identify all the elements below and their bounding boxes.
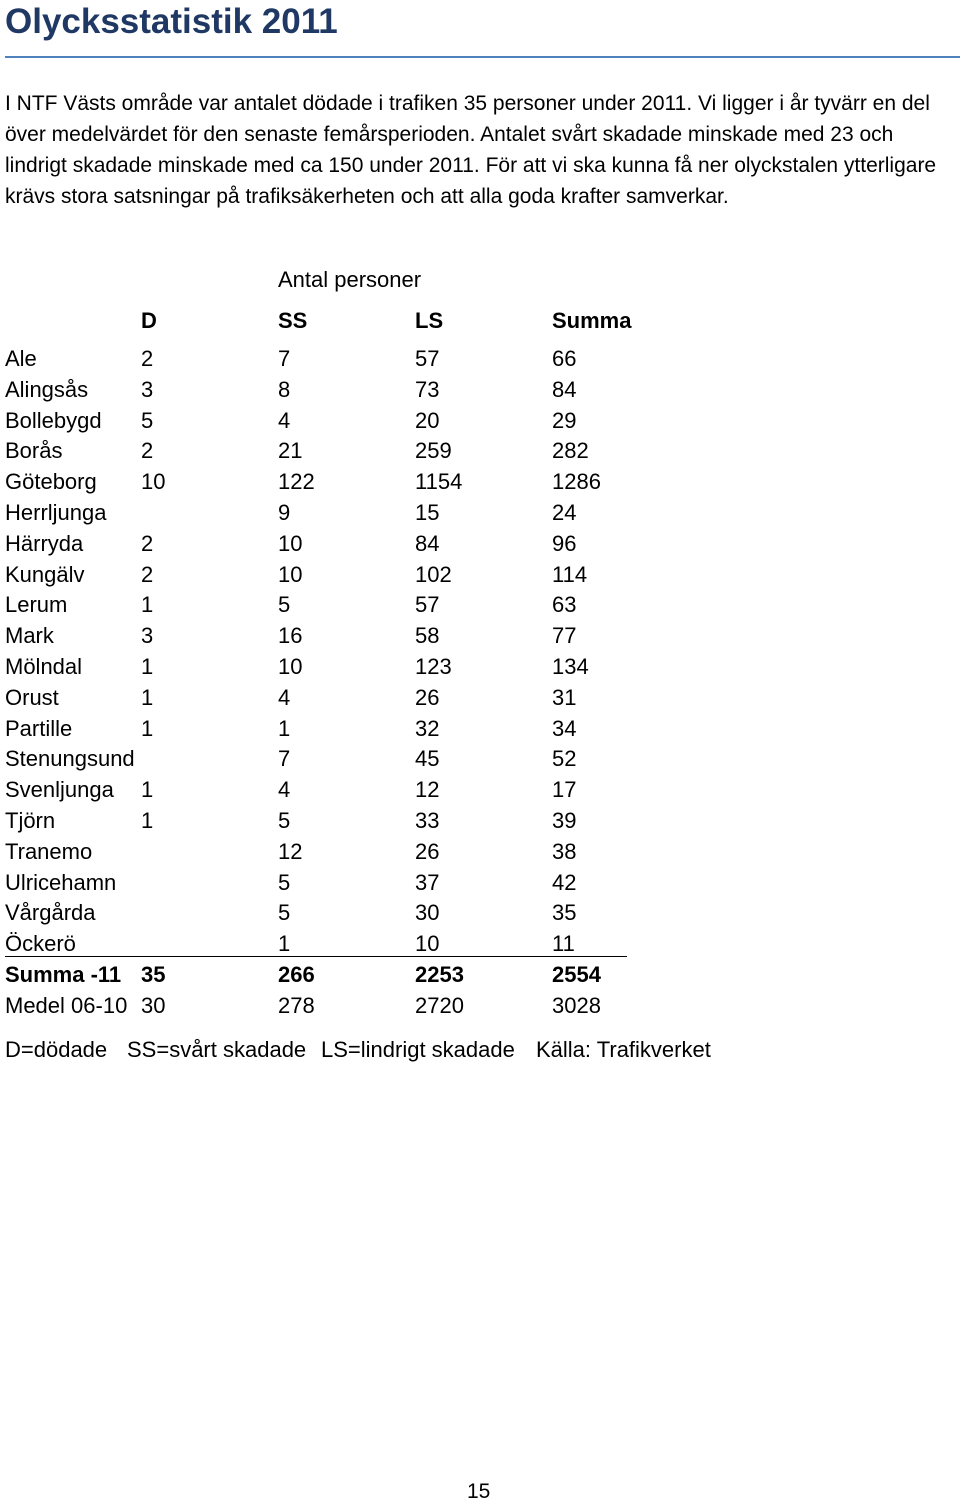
cell-name: Alingsås <box>5 377 89 402</box>
table-row <box>0 683 700 714</box>
cell-name: Medel 06-10 <box>5 993 128 1018</box>
cell-summa: 11 <box>552 931 575 956</box>
cell-name: Vårgårda <box>5 900 96 925</box>
cell-ls: 102 <box>415 562 452 587</box>
table-row <box>0 898 700 929</box>
cell-name: Mark <box>5 623 54 648</box>
cell-name: Göteborg <box>5 469 97 494</box>
cell-name: Partille <box>5 716 73 741</box>
cell-ss: 278 <box>278 993 315 1018</box>
cell-summa: 38 <box>552 839 577 864</box>
cell-ss: 10 <box>278 562 303 587</box>
cell-ls: 73 <box>415 377 440 402</box>
table-row <box>0 529 700 560</box>
cell-d: 1 <box>141 808 154 833</box>
cell-name: Borås <box>5 438 63 463</box>
cell-ls: 2720 <box>415 993 464 1018</box>
cell-summa: 39 <box>552 808 577 833</box>
average-row <box>0 991 700 1022</box>
cell-ls: 20 <box>415 408 440 433</box>
cell-ss: 10 <box>278 531 303 556</box>
cell-ls: 45 <box>415 746 440 771</box>
cell-ls: 33 <box>415 808 440 833</box>
cell-name: Ale <box>5 346 37 371</box>
cell-ss: 5 <box>278 870 291 895</box>
cell-summa: 3028 <box>552 993 601 1018</box>
cell-d: 10 <box>141 469 166 494</box>
cell-summa: 134 <box>552 654 589 679</box>
cell-summa: 17 <box>552 777 577 802</box>
cell-summa: 29 <box>552 408 577 433</box>
cell-ls: 26 <box>415 839 440 864</box>
table-row <box>0 375 700 406</box>
table-row <box>0 590 700 621</box>
cell-summa: 52 <box>552 746 577 771</box>
cell-name: Svenljunga <box>5 777 114 802</box>
cell-d: 1 <box>141 716 154 741</box>
table-row <box>0 806 700 837</box>
cell-ss: 7 <box>278 346 291 371</box>
cell-ss: 1 <box>278 931 291 956</box>
cell-d: 3 <box>141 377 154 402</box>
cell-d: 35 <box>141 962 166 987</box>
cell-name: Bollebygd <box>5 408 102 433</box>
cell-ls: 57 <box>415 346 440 371</box>
cell-d: 2 <box>141 531 154 556</box>
table-total-divider <box>5 956 627 957</box>
legend-d: D=dödade <box>5 1037 108 1062</box>
title-divider <box>5 56 960 58</box>
cell-name: Tjörn <box>5 808 56 833</box>
cell-summa: 42 <box>552 870 577 895</box>
cell-ls: 57 <box>415 592 440 617</box>
cell-summa: 35 <box>552 900 577 925</box>
column-header-d: D <box>141 308 157 333</box>
page-title: Olycksstatistik 2011 <box>5 2 338 41</box>
cell-summa: 66 <box>552 346 577 371</box>
cell-summa: 2554 <box>552 962 601 987</box>
cell-ls: 32 <box>415 716 440 741</box>
cell-d: 2 <box>141 562 154 587</box>
cell-ls: 123 <box>415 654 452 679</box>
cell-d: 1 <box>141 685 154 710</box>
table-row <box>0 621 700 652</box>
table-row <box>0 498 700 529</box>
cell-summa: 63 <box>552 592 577 617</box>
cell-ls: 2253 <box>415 962 464 987</box>
cell-ss: 1 <box>278 716 291 741</box>
cell-d: 1 <box>141 777 154 802</box>
cell-summa: 24 <box>552 500 577 525</box>
cell-summa: 114 <box>552 562 588 587</box>
cell-ss: 16 <box>278 623 303 648</box>
cell-name: Orust <box>5 685 59 710</box>
legend-source: Källa: Trafikverket <box>536 1037 711 1062</box>
cell-d: 5 <box>141 408 154 433</box>
cell-summa: 34 <box>552 716 577 741</box>
column-header-ss: SS <box>278 308 308 333</box>
cell-ss: 266 <box>278 962 315 987</box>
cell-ls: 12 <box>415 777 440 802</box>
cell-name: Kungälv <box>5 562 85 587</box>
cell-d: 1 <box>141 654 154 679</box>
cell-ls: 1154 <box>415 469 463 494</box>
cell-ls: 84 <box>415 531 440 556</box>
cell-ls: 259 <box>415 438 452 463</box>
table-row <box>0 467 700 498</box>
cell-ls: 58 <box>415 623 440 648</box>
cell-summa: 77 <box>552 623 577 648</box>
cell-ss: 12 <box>278 839 303 864</box>
table-row <box>0 406 700 437</box>
cell-ss: 122 <box>278 469 315 494</box>
cell-name: Härryda <box>5 531 84 556</box>
cell-ls: 30 <box>415 900 440 925</box>
cell-ss: 10 <box>278 654 303 679</box>
table-row <box>0 714 700 745</box>
cell-d: 30 <box>141 993 166 1018</box>
column-header-ls: LS <box>415 308 444 333</box>
intro-paragraph: I NTF Västs område var antalet dödade i trafiken 35 personer under 2011. Vi ligger i år tyvärr en del över medelvärdet för den senaste femårsperioden. Antalet svårt skadade minskade med 23 och lindrigt skadade minskade med ca 150 under 2011. För att vi ska kunna få ner olyckstalen ytterligare krävs stora satsningar på trafiksäkerheten och att alla goda krafter samverkar. <box>5 92 937 208</box>
cell-ss: 21 <box>278 438 303 463</box>
cell-name: Öckerö <box>5 931 76 956</box>
cell-ls: 15 <box>415 500 440 525</box>
cell-name: Lerum <box>5 592 68 617</box>
cell-name: Mölndal <box>5 654 83 679</box>
table-row <box>0 837 700 868</box>
cell-ls: 37 <box>415 870 440 895</box>
cell-ss: 5 <box>278 900 291 925</box>
total-row <box>0 960 700 991</box>
cell-name: Herrljunga <box>5 500 107 525</box>
cell-ls: 10 <box>415 931 440 956</box>
legend-ls: LS=lindrigt skadade <box>321 1037 515 1062</box>
cell-summa: 1286 <box>552 469 601 494</box>
table-row <box>0 744 700 775</box>
cell-summa: 96 <box>552 531 577 556</box>
cell-summa: 31 <box>552 685 577 710</box>
cell-ss: 4 <box>278 685 291 710</box>
cell-ls: 26 <box>415 685 440 710</box>
group-header: Antal personer <box>278 267 422 292</box>
cell-ss: 4 <box>278 777 291 802</box>
cell-name: Ulricehamn <box>5 870 117 895</box>
cell-ss: 5 <box>278 592 291 617</box>
cell-ss: 5 <box>278 808 291 833</box>
cell-d: 3 <box>141 623 154 648</box>
cell-ss: 9 <box>278 500 291 525</box>
column-header-summa: Summa <box>552 308 632 333</box>
cell-d: 2 <box>141 346 154 371</box>
cell-name: Tranemo <box>5 839 93 864</box>
cell-d: 2 <box>141 438 154 463</box>
cell-summa: 84 <box>552 377 577 402</box>
cell-name: Summa -11 <box>5 962 122 987</box>
cell-d: 1 <box>141 592 154 617</box>
table-row <box>0 344 700 375</box>
table-row <box>0 652 700 683</box>
cell-ss: 7 <box>278 746 291 771</box>
table-row <box>0 560 700 591</box>
cell-summa: 282 <box>552 438 589 463</box>
page-number: 15 <box>467 1480 491 1503</box>
cell-ss: 4 <box>278 408 291 433</box>
table-row <box>0 436 700 467</box>
table-row <box>0 775 700 806</box>
table-row <box>0 868 700 899</box>
cell-ss: 8 <box>278 377 291 402</box>
legend-ss: SS=svårt skadade <box>127 1037 307 1062</box>
cell-name: Stenungsund <box>5 746 135 771</box>
